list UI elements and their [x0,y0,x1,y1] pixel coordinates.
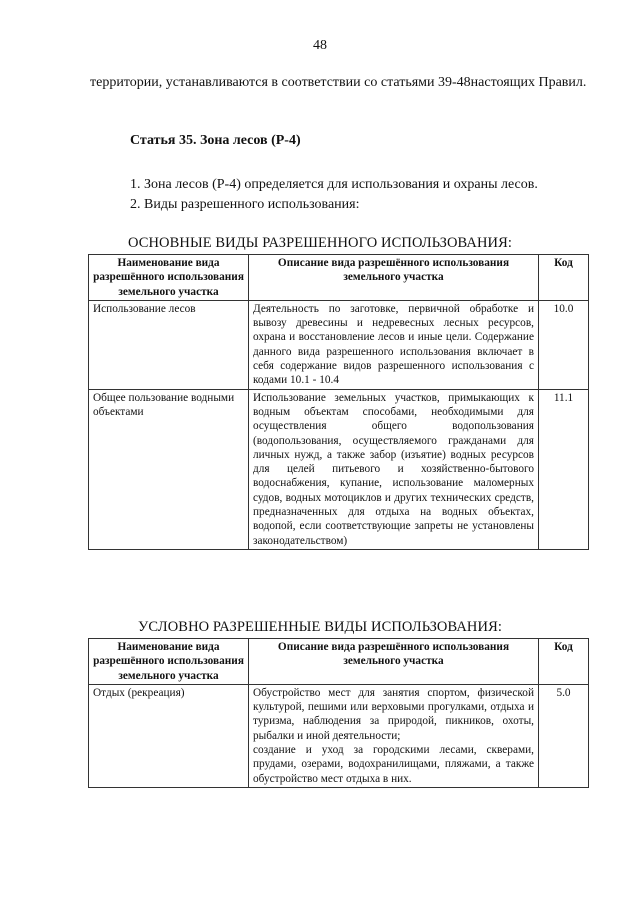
page-number: 48 [313,38,327,53]
table-row [89,684,589,787]
conditional-uses-table [88,638,589,788]
header-description: Описание вида разрешённого использования земельного участка [249,255,539,301]
table-row [89,389,589,549]
cell-name: Использование лесов [89,300,249,389]
header-code: Код [539,255,589,301]
article-title: Статья 35. Зона лесов (Р-4) [130,133,301,148]
header-name: Наименование вида разрешённого использования земельного участка [89,639,249,685]
cell-name: Отдых (рекреация) [89,684,249,787]
description-line: Обустройство мест для занятия спортом, физической культурой, пешими или верховыми прогулками, отдыха и туризма, наблюдения за природой, пикников, охоты, рыбалки и иной деятельности; [253,686,534,742]
cell-description [249,684,539,787]
intro-paragraph: территории, устанавливаются в соответствии со статьями 39-48настоящих Правил. [90,75,587,90]
header-description: Описание вида разрешённого использования земельного участка [249,639,539,685]
cell-description: Деятельность по заготовке, первичной обработке и вывозу древесины и недревесных лесных ресурсов, охрана и восстановление лесов и иные цели. Содержание данного вида разрешенного использования включает в себя содержание видов разрешенного использования с кодами 10.1 - 10.4 [249,300,539,389]
main-uses-table [88,254,589,550]
description-line: создание и уход за городскими лесами, скверами, прудами, озерами, водохранилищами, пляжами, а также обустройство мест отдыха в них. [253,744,534,785]
table-row [89,300,589,389]
table-header-row [89,255,589,301]
paragraph-1: 1. Зона лесов (Р-4) определяется для использования и охраны лесов. [130,177,538,192]
paragraph-2: 2. Виды разрешенного использования: [130,197,360,212]
cell-code: 10.0 [539,300,589,389]
cell-code: 11.1 [539,389,589,549]
table-header-row [89,639,589,685]
main-uses-heading: ОСНОВНЫЕ ВИДЫ РАЗРЕШЕННОГО ИСПОЛЬЗОВАНИЯ: [127,235,513,251]
cell-name: Общее пользование водными объектами [89,389,249,549]
conditional-uses-heading: УСЛОВНО РАЗРЕШЕННЫЕ ВИДЫ ИСПОЛЬЗОВАНИЯ: [138,619,502,635]
header-name: Наименование вида разрешённого использования земельного участка [89,255,249,301]
cell-code: 5.0 [539,684,589,787]
cell-description: Использование земельных участков, примыкающих к водным объектам способами, необходимыми для осуществления общего водопользования (водопользования, осуществляемого гражданами для личных нужд, а также забор (изъятие) водных ресурсов для целей питьевого и хозяйственно-бытового водоснабжения, купание, использование маломерных судов, водных мотоциклов и других технических средств, предназначенных для отдыха на водных объектах, водопой, если соответствующие запреты не установлены законодательством) [249,389,539,549]
header-code: Код [539,639,589,685]
